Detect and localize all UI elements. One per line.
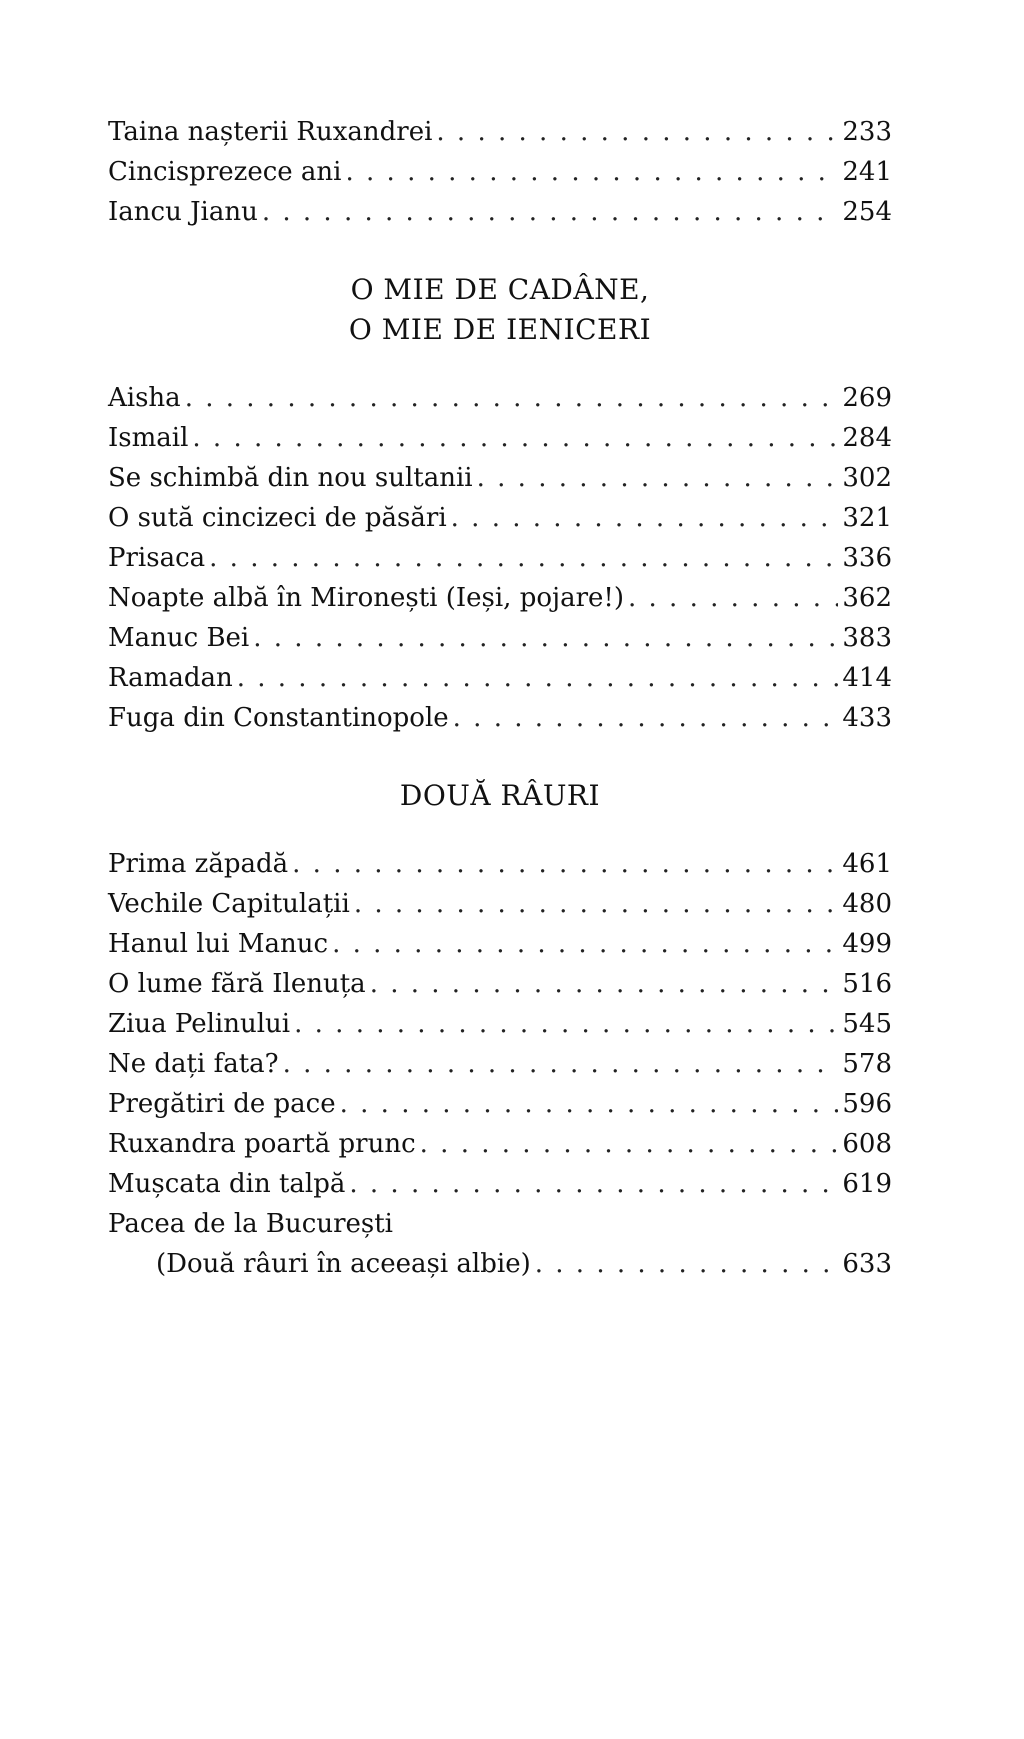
toc-entry [108,1044,892,1084]
entry-page-number: 480 [842,889,892,919]
section-heading [108,776,892,816]
entry-page-number: 233 [842,117,892,147]
toc-entry [108,924,892,964]
toc-entry [108,378,892,418]
entry-title: Taina nașterii Ruxandrei [108,117,433,147]
dot-leader [192,418,838,458]
toc-entry [108,964,892,1004]
toc-entry [108,658,892,698]
entry-page-number: 254 [842,197,892,227]
dot-leader [292,844,838,884]
entry-title: Mușcata din talpă [108,1169,346,1199]
dot-leader [436,112,838,152]
entry-title: Cincisprezece ani [108,157,342,187]
entry-title: Se schimbă din nou sultanii [108,463,473,493]
toc-entry [108,1124,892,1164]
section-heading-line: O MIE DE IENICERI [348,313,652,346]
entry-page-number: 414 [842,663,892,693]
toc-entry [108,1204,892,1284]
entry-page-number: 596 [842,1089,892,1119]
dot-leader [453,698,839,738]
toc-entry [108,844,892,884]
entry-page-number: 433 [842,703,892,733]
entry-page-number: 336 [842,543,892,573]
dot-leader [294,1004,838,1044]
entry-page-number: 383 [842,623,892,653]
toc-entry [108,498,892,538]
entry-title: Ismail [108,423,189,453]
toc-entry [108,112,892,152]
section-heading-line: DOUĂ RÂURI [399,779,601,812]
toc-entry [108,884,892,924]
entry-title: Hanul lui Manuc [108,929,329,959]
entry-page-number: 578 [842,1049,892,1079]
entry-page-number: 608 [842,1129,892,1159]
toc-entry [108,1004,892,1044]
toc-entry [108,698,892,738]
toc-section [108,112,892,232]
entry-title: Iancu Jianu [108,197,258,227]
dot-leader [535,1244,839,1284]
entry-title: Ziua Pelinului [108,1009,291,1039]
toc-entry [108,1084,892,1124]
entry-page-number: 619 [842,1169,892,1199]
dot-leader [237,658,839,698]
entry-page-number: 516 [842,969,892,999]
dot-leader [451,498,839,538]
section-heading [108,270,892,350]
dot-leader [370,964,839,1004]
entry-title: Fuga din Constantinopole [108,703,449,733]
entry-title: Prisaca [108,543,206,573]
dot-leader [209,538,838,578]
toc-entry [108,418,892,458]
entry-page-number: 321 [842,503,892,533]
entry-page-number: 269 [842,383,892,413]
dot-leader [420,1124,839,1164]
toc-section [108,776,892,1284]
table-of-contents [108,112,892,1284]
entry-page-number: 461 [842,849,892,879]
entry-page-number: 633 [842,1249,892,1279]
toc-section [108,270,892,738]
dot-leader [332,924,838,964]
dot-leader [349,1164,838,1204]
entry-title: Prima zăpadă [108,849,289,879]
entry-title: Pacea de la București [108,1209,393,1239]
dot-leader [628,578,838,618]
dot-leader [185,378,839,418]
toc-entry [108,1164,892,1204]
entry-title: Aisha [108,383,181,413]
entry-title: Vechile Capitulații [108,889,350,919]
entry-title-continuation: (Două râuri în aceeași albie) [156,1249,531,1279]
entry-page-number: 284 [842,423,892,453]
toc-entry [108,152,892,192]
toc-entry [108,538,892,578]
entry-title: Noapte albă în Mironești (Ieși, pojare!) [108,583,624,613]
dot-leader [354,884,839,924]
dot-leader [283,1044,839,1084]
entry-title: O sută cincizeci de păsări [108,503,447,533]
toc-entry [108,578,892,618]
entry-page-number: 241 [842,157,892,187]
dot-leader [262,192,839,232]
entry-title: Ramadan [108,663,233,693]
entry-page-number: 302 [842,463,892,493]
entry-title: Ne dați fata? [108,1049,279,1079]
dot-leader [340,1084,839,1124]
entry-title: Ruxandra poartă prunc [108,1129,416,1159]
toc-entry-continuation [108,1244,892,1284]
entry-title: O lume fără Ilenuța [108,969,366,999]
entry-page-number: 545 [842,1009,892,1039]
section-heading-line: O MIE DE CADÂNE, [350,273,650,306]
entry-title: Manuc Bei [108,623,250,653]
entry-page-number: 499 [842,929,892,959]
entry-title: Pregătiri de pace [108,1089,336,1119]
dot-leader [477,458,839,498]
dot-leader [346,152,839,192]
dot-leader [253,618,838,658]
entry-page-number: 362 [842,583,892,613]
toc-entry [108,192,892,232]
toc-entry [108,458,892,498]
toc-entry [108,618,892,658]
